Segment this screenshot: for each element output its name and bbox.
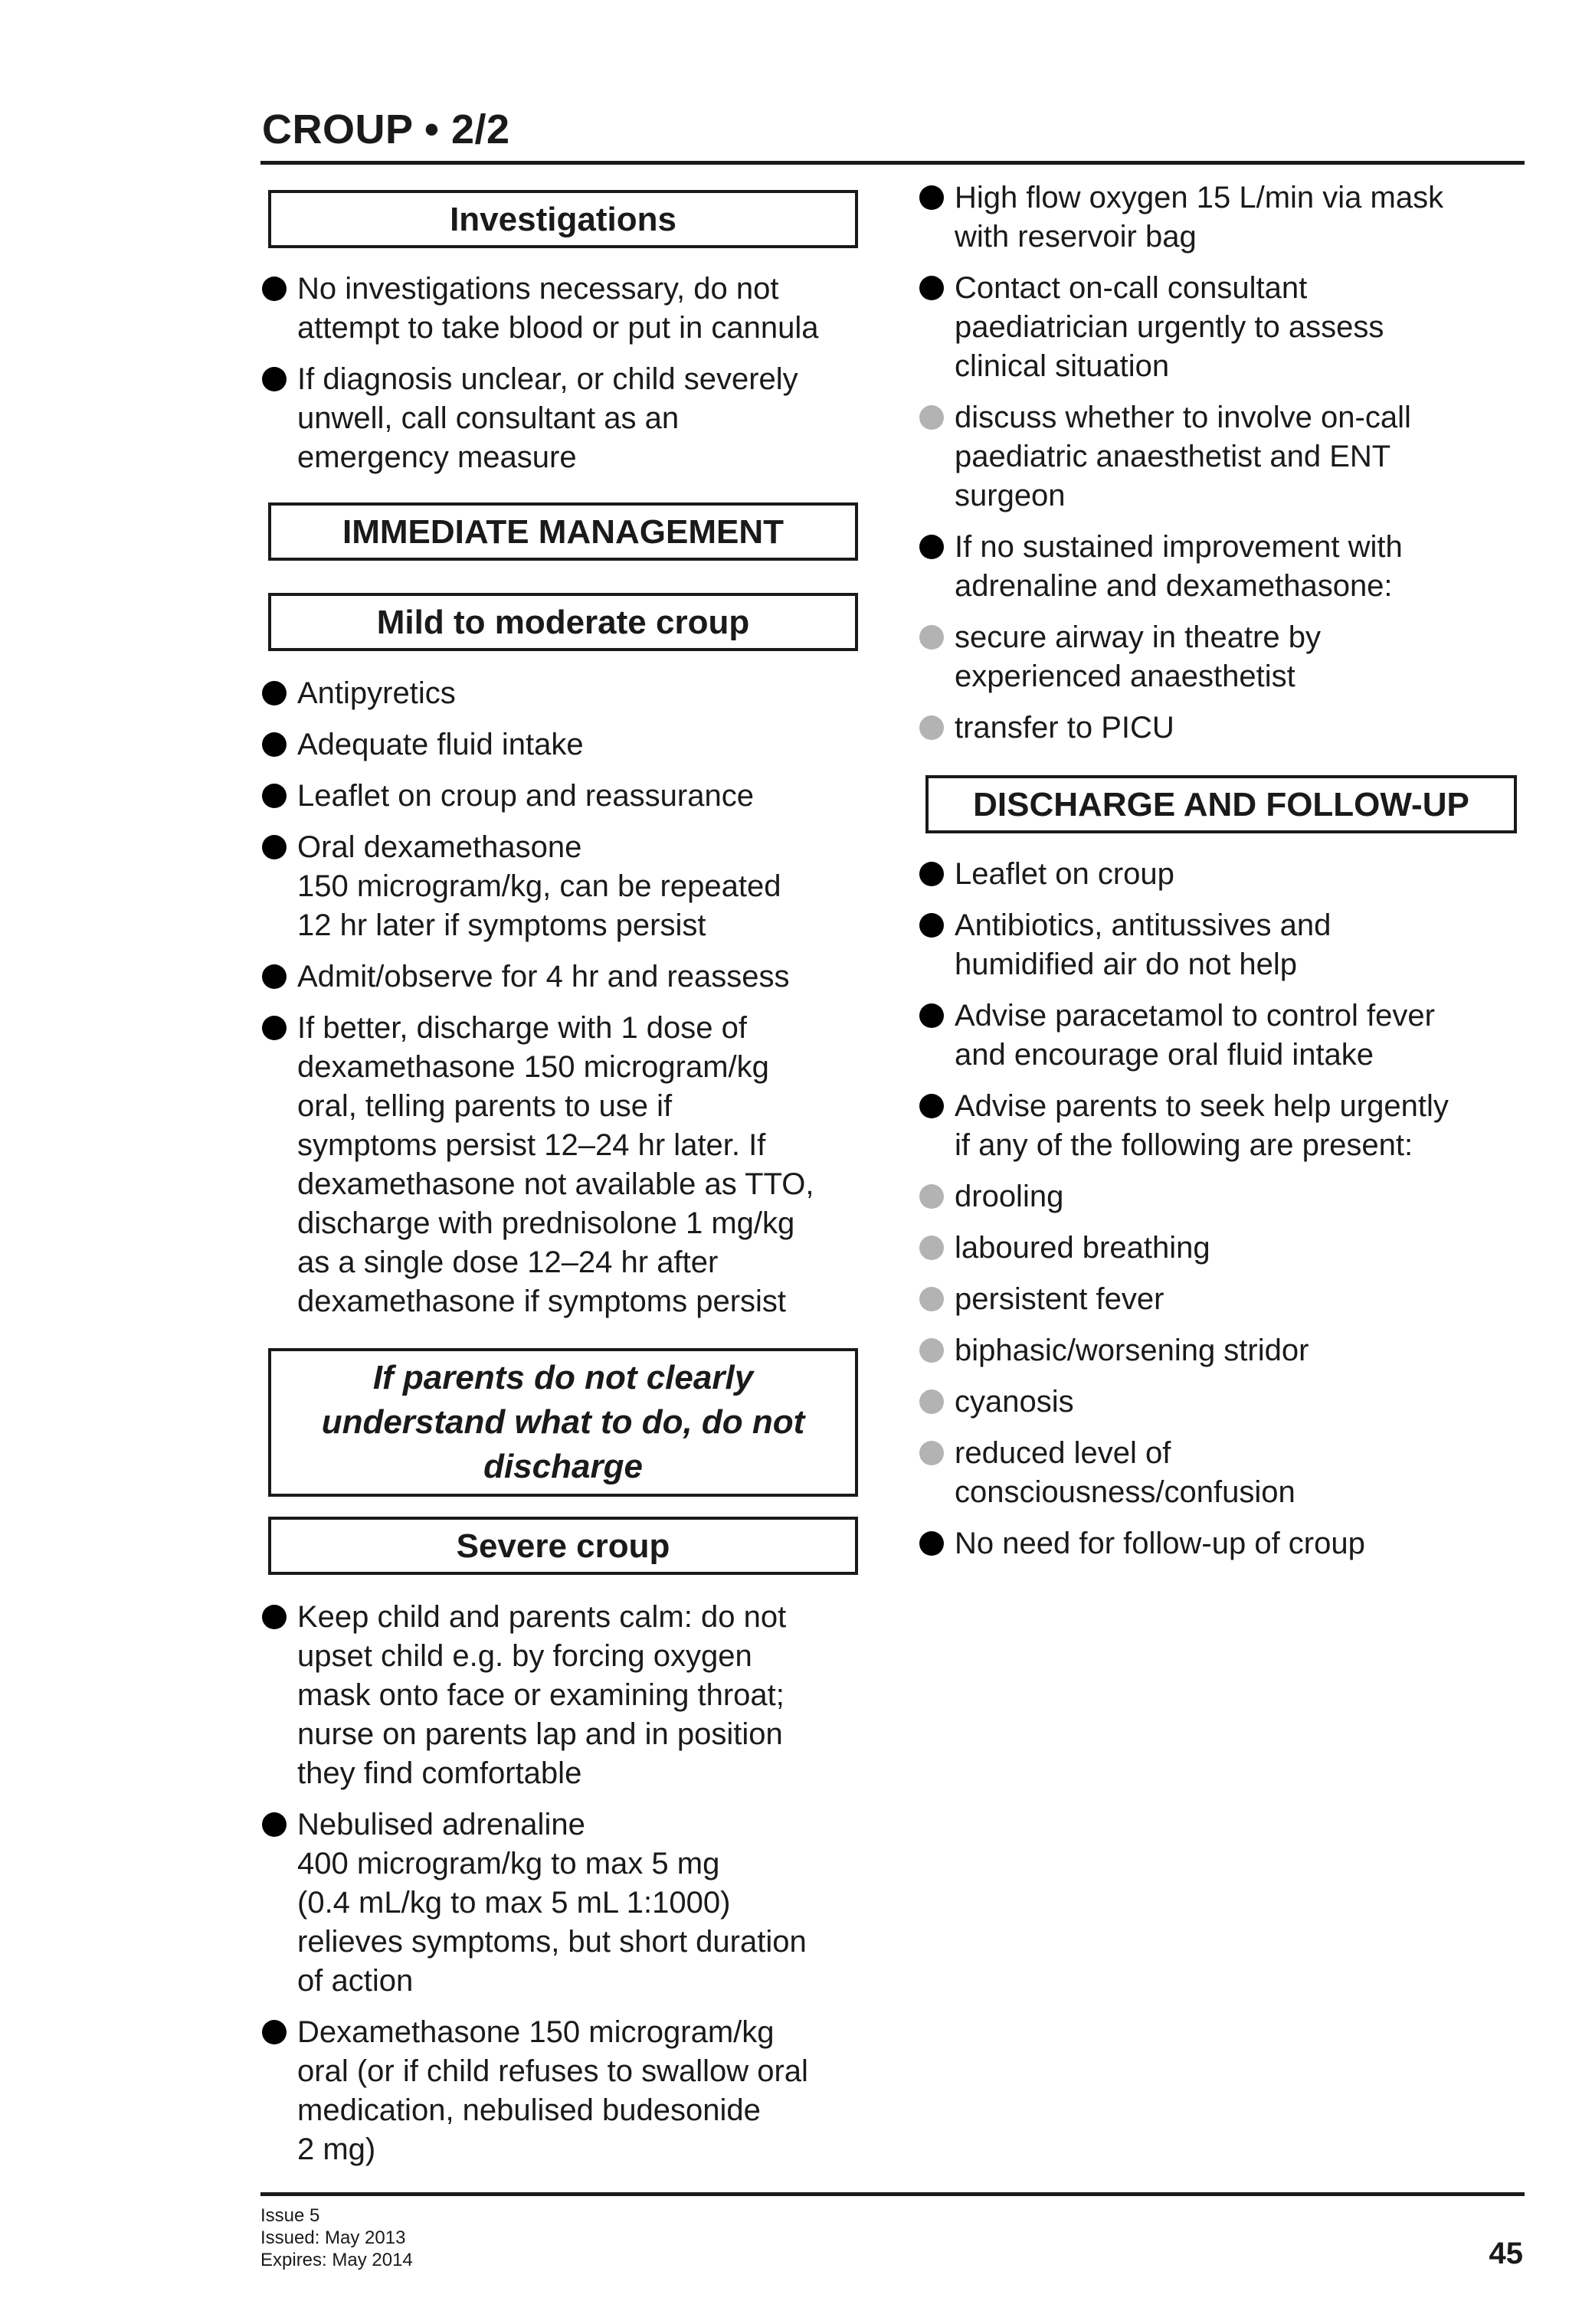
list-item-line: symptoms persist 12–24 hr later. If <box>297 1128 766 1162</box>
bullet-icon <box>262 2020 287 2044</box>
sub-bullet-icon <box>919 1441 944 1465</box>
bullet-icon <box>262 964 287 989</box>
list-item-line: reduced level of <box>955 1436 1171 1470</box>
list-item-line: humidified air do not help <box>955 948 1297 981</box>
list-item-line: experienced anaesthetist <box>955 660 1295 693</box>
bullet-icon <box>262 732 287 757</box>
list-item-line: dexamethasone if symptoms persist <box>297 1285 787 1318</box>
sub-bullet-icon <box>919 625 944 650</box>
warning-line: If parents do not clearly <box>372 1359 754 1396</box>
list-item-line: 12 hr later if symptoms persist <box>297 908 706 942</box>
list-item-line: nurse on parents lap and in position <box>297 1717 783 1751</box>
list-item-line: Antibiotics, antitussives and <box>955 908 1332 942</box>
expiry-date: Expires: May 2014 <box>260 2250 413 2270</box>
list-item-line: Keep child and parents calm: do not <box>297 1600 787 1634</box>
list-item <box>260 957 858 997</box>
severe-croup-heading: Severe croup <box>268 1517 858 1575</box>
list-item-line: Advise paracetamol to control fever <box>955 999 1435 1033</box>
bullet-icon <box>919 1094 944 1118</box>
list-item-line: they find comfortable <box>297 1756 582 1790</box>
list-item-line: Dexamethasone 150 microgram/kg <box>297 2015 775 2049</box>
list-item-line: oral, telling parents to use if <box>297 1089 673 1123</box>
list-item-line: laboured breathing <box>955 1231 1210 1265</box>
list-item-line: discharge with prednisolone 1 mg/kg <box>297 1206 795 1240</box>
list-item <box>260 1598 858 1793</box>
list-item-line: If no sustained improvement with <box>955 530 1403 564</box>
list-item <box>918 398 1531 516</box>
list-item <box>918 997 1531 1075</box>
list-item <box>260 725 858 764</box>
bullet-icon <box>919 276 944 300</box>
bullet-icon <box>262 835 287 859</box>
list-item-line: dexamethasone 150 microgram/kg <box>297 1050 769 1084</box>
list-item <box>260 2013 858 2169</box>
list-item-line: attempt to take blood or put in cannula <box>297 311 819 345</box>
list-item-line: as a single dose 12–24 hr after <box>297 1245 719 1279</box>
list-item-line: secure airway in theatre by <box>955 620 1322 654</box>
list-item <box>260 1805 858 2001</box>
list-item-line: dexamethasone not available as TTO, <box>297 1167 814 1201</box>
list-item-line: persistent fever <box>955 1282 1164 1316</box>
list-item-line: transfer to PICU <box>955 711 1174 745</box>
bullet-icon <box>919 1003 944 1028</box>
list-item <box>260 270 858 348</box>
list-item-line: medication, nebulised budesonide <box>297 2093 761 2127</box>
list-item <box>918 618 1531 696</box>
bullet-icon <box>919 913 944 938</box>
list-item <box>260 1009 858 1321</box>
immediate-management-heading: IMMEDIATE MANAGEMENT <box>268 502 858 561</box>
list-item <box>918 1331 1531 1370</box>
list-item-line: relieves symptoms, but short duration <box>297 1925 807 1959</box>
sub-bullet-icon <box>919 1236 944 1260</box>
list-item <box>918 709 1531 748</box>
list-item <box>260 828 858 945</box>
list-item <box>918 1524 1531 1563</box>
list-item <box>918 269 1531 386</box>
list-item-line: If diagnosis unclear, or child severely <box>297 362 798 396</box>
list-item-line: biphasic/worsening stridor <box>955 1334 1309 1367</box>
list-item <box>260 360 858 477</box>
list-item <box>918 1087 1531 1165</box>
list-item-line: emergency measure <box>297 440 577 474</box>
list-item <box>918 528 1531 606</box>
sub-bullet-icon <box>919 405 944 430</box>
list-item-line: Advise parents to seek help urgently <box>955 1089 1449 1123</box>
bullet-icon <box>262 681 287 705</box>
discharge-warning-box <box>268 1348 858 1497</box>
sub-bullet-icon <box>919 1338 944 1363</box>
mild-croup-heading: Mild to moderate croup <box>268 593 858 651</box>
bullet-icon <box>262 277 287 301</box>
sub-bullet-icon <box>919 1184 944 1209</box>
issue-label: Issue 5 <box>260 2205 320 2226</box>
bullet-icon <box>262 1016 287 1040</box>
footer-info <box>260 2205 413 2271</box>
list-item-line: Leaflet on croup <box>955 857 1174 891</box>
list-item <box>260 674 858 713</box>
list-item-line: if any of the following are present: <box>955 1128 1413 1162</box>
list-item-line: (0.4 mL/kg to max 5 mL 1:1000) <box>297 1886 731 1920</box>
list-item <box>918 1177 1531 1216</box>
discharge-followup-heading: DISCHARGE AND FOLLOW-UP <box>925 775 1517 833</box>
list-item-line: mask onto face or examining throat; <box>297 1678 784 1712</box>
list-item-line: No investigations necessary, do not <box>297 272 779 306</box>
header-rule <box>260 161 1525 165</box>
list-item-line: surgeon <box>955 479 1066 512</box>
list-item <box>918 1434 1531 1512</box>
bullet-icon <box>919 1531 944 1556</box>
list-item-line: Leaflet on croup and reassurance <box>297 779 754 813</box>
sub-bullet-icon <box>919 1287 944 1311</box>
list-item <box>918 906 1531 984</box>
list-item-line: of action <box>297 1964 414 1998</box>
list-item-line: discuss whether to involve on-call <box>955 401 1411 434</box>
list-item-line: upset child e.g. by forcing oxygen <box>297 1639 752 1673</box>
list-item-line: drooling <box>955 1180 1064 1213</box>
investigations-heading: Investigations <box>268 190 858 248</box>
list-item <box>918 1229 1531 1268</box>
list-item-line: 400 microgram/kg to max 5 mg <box>297 1847 720 1880</box>
list-item-line: unwell, call consultant as an <box>297 401 680 435</box>
bullet-icon <box>919 535 944 559</box>
list-item-line: Nebulised adrenaline <box>297 1808 585 1841</box>
list-item-line: 2 mg) <box>297 2133 376 2166</box>
list-item-line: Antipyretics <box>297 676 456 710</box>
warning-line: discharge <box>483 1448 643 1485</box>
page-number: 45 <box>1489 2237 1523 2270</box>
investigations-list <box>260 270 858 489</box>
bullet-icon <box>919 862 944 886</box>
list-item <box>918 1280 1531 1319</box>
list-item-line: 150 microgram/kg, can be repeated <box>297 869 781 903</box>
bullet-icon <box>262 367 287 391</box>
warning-line: understand what to do, do not <box>321 1403 805 1441</box>
issued-date: Issued: May 2013 <box>260 2227 406 2248</box>
bullet-icon <box>262 784 287 808</box>
list-item-line: High flow oxygen 15 L/min via mask <box>955 181 1444 214</box>
discharge-followup-list <box>918 855 1531 1576</box>
list-item-line: paediatrician urgently to assess <box>955 310 1384 344</box>
severe-croup-list <box>260 1598 858 2182</box>
list-item-line: and encourage oral fluid intake <box>955 1038 1374 1072</box>
bullet-icon <box>262 1812 287 1837</box>
list-item-line: with reservoir bag <box>955 220 1197 254</box>
list-item <box>918 178 1531 257</box>
bullet-icon <box>919 185 944 210</box>
list-item-line: oral (or if child refuses to swallow oral <box>297 2054 808 2088</box>
list-item-line: clinical situation <box>955 349 1170 383</box>
footer-rule <box>260 2192 1525 2196</box>
list-item <box>260 777 858 816</box>
bullet-icon <box>262 1605 287 1629</box>
sub-bullet-icon <box>919 715 944 740</box>
list-item-line: cyanosis <box>955 1385 1074 1419</box>
list-item <box>918 855 1531 894</box>
list-item-line: No need for follow-up of croup <box>955 1527 1365 1560</box>
page-title: CROUP • 2/2 <box>262 106 510 152</box>
sub-bullet-icon <box>919 1389 944 1414</box>
severe-croup-continued-list <box>918 178 1531 760</box>
list-item-line: Oral dexamethasone <box>297 830 582 864</box>
list-item-line: consciousness/confusion <box>955 1475 1295 1509</box>
mild-croup-list <box>260 674 858 1334</box>
list-item-line: If better, discharge with 1 dose of <box>297 1011 748 1045</box>
list-item-line: Adequate fluid intake <box>297 728 584 761</box>
list-item-line: paediatric anaesthetist and ENT <box>955 440 1391 473</box>
list-item-line: Contact on-call consultant <box>955 271 1308 305</box>
list-item <box>918 1383 1531 1422</box>
list-item-line: adrenaline and dexamethasone: <box>955 569 1393 603</box>
list-item-line: Admit/observe for 4 hr and reassess <box>297 960 790 993</box>
